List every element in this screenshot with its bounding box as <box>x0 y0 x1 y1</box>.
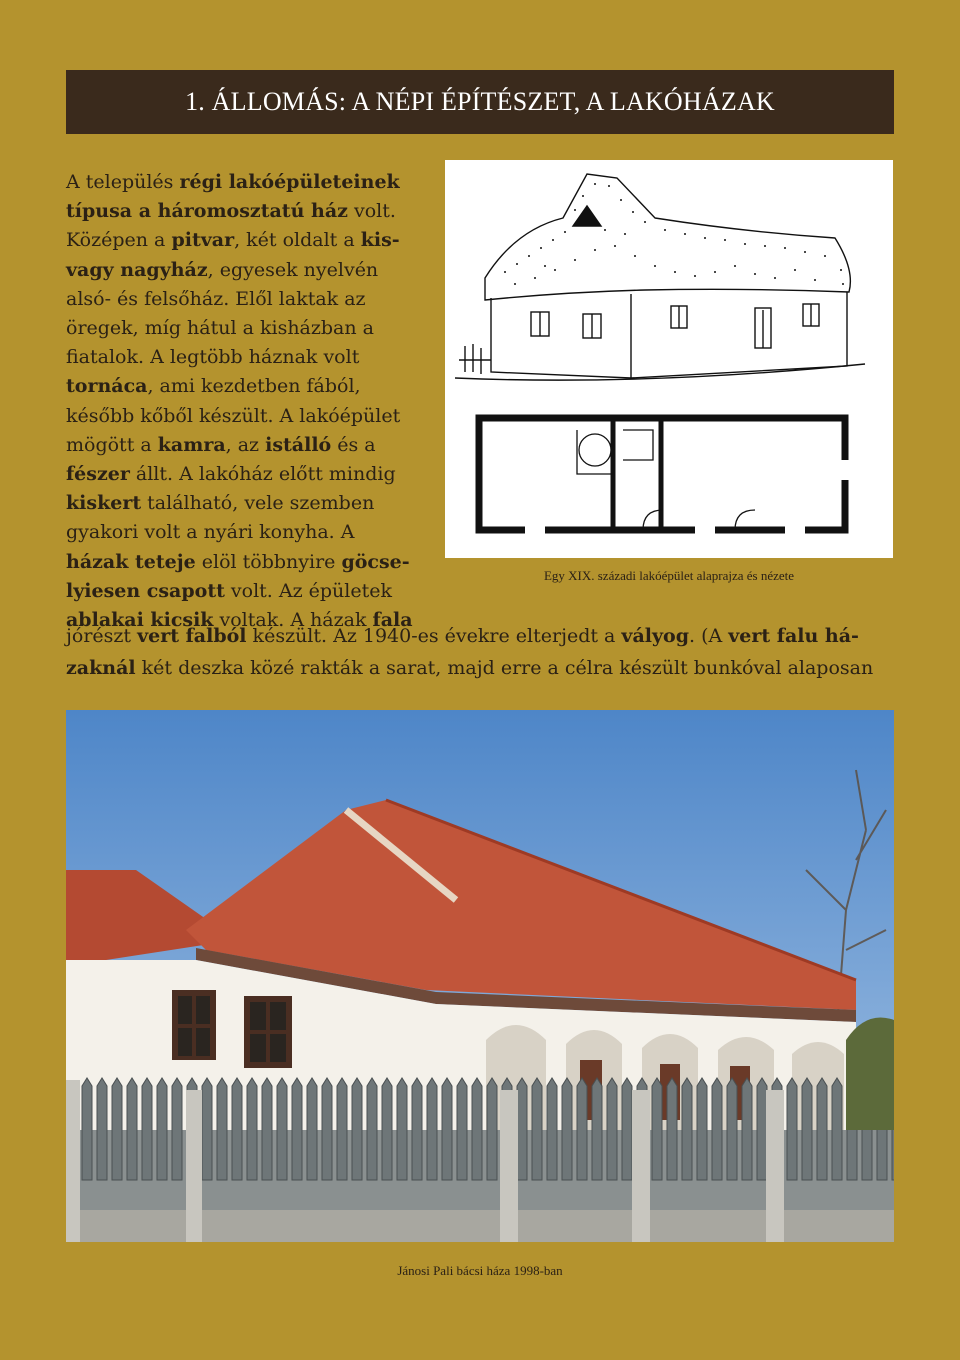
text-run: volt. Az épületek <box>224 579 393 602</box>
page-title: 1. ÁLLOMÁS: A NÉPI ÉPÍTÉSZET, A LAKÓHÁZAK <box>185 87 775 116</box>
text-run: két deszka közé rakták a sarat, majd erre a célra készült bunkóval alaposan <box>135 657 874 679</box>
bold-term: göcselyiesen csapott <box>66 550 410 602</box>
fence-picket <box>367 1078 377 1180</box>
fence-picket <box>682 1078 692 1180</box>
fence-picket <box>532 1078 542 1180</box>
fence-picket <box>322 1078 332 1180</box>
house-drawing-figure <box>445 160 893 558</box>
fence-picket <box>142 1078 152 1180</box>
bold-term: házak teteje <box>66 550 196 573</box>
text-run: , az <box>225 433 266 456</box>
fence-picket <box>202 1078 212 1180</box>
text-run: volt. Középen a <box>66 200 396 252</box>
fence-picket <box>292 1078 302 1180</box>
house-floorplan-drawing <box>479 418 851 536</box>
fence-picket <box>487 1078 497 1180</box>
fence-picket <box>577 1078 587 1180</box>
drawing-caption: Egy XIX. századi lakóépület alaprajza és nézete <box>543 568 795 583</box>
photo-caption: Jánosi Pali bácsi háza 1998-ban <box>397 1263 563 1278</box>
fence-picket <box>727 1078 737 1180</box>
fence-picket <box>667 1078 677 1180</box>
bold-term: fala <box>372 609 413 632</box>
text-run: készült. Az 1940-es évekre elterjedt a <box>246 625 622 647</box>
bold-term: tornáca <box>66 375 148 398</box>
text-run: , egyesek nyelvén alsó- és felsőház. Elől laktak az öregek, míg hátul a kisházban a fiatalok. A legtöbb háznak volt <box>66 258 379 369</box>
fence-picket <box>277 1078 287 1180</box>
house-elevation-drawing <box>455 174 865 380</box>
fence-picket <box>307 1078 317 1180</box>
house-photo-illustration <box>66 710 894 1242</box>
fence-picket <box>112 1078 122 1180</box>
fence-picket <box>472 1078 482 1180</box>
bold-term: ablakai kicsik <box>66 609 214 632</box>
fence-picket <box>652 1078 662 1180</box>
fence-picket <box>592 1078 602 1180</box>
fence-picket <box>757 1078 767 1180</box>
house-photo <box>66 710 894 1242</box>
text-run: állt. A lakóház előtt mindig <box>129 463 396 486</box>
text-run: , két oldalt a <box>234 229 361 252</box>
intro-paragraph <box>66 168 422 635</box>
fence-picket <box>712 1078 722 1180</box>
bold-term: istálló <box>265 433 332 456</box>
fence-picket <box>337 1078 347 1180</box>
text-run: , ami kezdetben fából, később kőből készült. A lakóépület mögött a <box>66 375 401 456</box>
bold-term: vályog <box>621 625 689 647</box>
fence-picket <box>517 1078 527 1180</box>
fence-picket <box>97 1078 107 1180</box>
continuation-paragraph <box>66 620 896 684</box>
fence-picket <box>232 1078 242 1180</box>
fence-picket <box>247 1078 257 1180</box>
fence-picket <box>442 1078 452 1180</box>
title-bar <box>66 70 894 134</box>
bush <box>846 1018 894 1131</box>
fence-picket <box>127 1078 137 1180</box>
bold-term: kamra <box>157 433 226 456</box>
fence-picket <box>352 1078 362 1180</box>
fence-picket <box>817 1078 827 1180</box>
fence-picket <box>832 1078 842 1180</box>
fence-picket <box>802 1078 812 1180</box>
bold-term: fészer <box>66 463 130 486</box>
fence-picket <box>742 1078 752 1180</box>
text-run: . (A <box>688 625 729 647</box>
bold-term: kiskert <box>66 492 142 515</box>
house-elevation-and-floorplan-drawing <box>445 160 893 558</box>
fence-picket <box>697 1078 707 1180</box>
fence-picket <box>412 1078 422 1180</box>
fence-picket <box>217 1078 227 1180</box>
fence-picket <box>547 1078 557 1180</box>
bold-term: pitvar <box>171 229 235 252</box>
text-run: voltak. A házak <box>213 609 373 632</box>
fence-picket <box>82 1078 92 1180</box>
bold-term: kis- vagy nagyház <box>66 229 400 281</box>
text-run: található, vele szemben gyakori volt a nyári konyha. A <box>66 492 375 544</box>
bold-term: vert falu házaknál <box>66 625 859 679</box>
fence-picket <box>172 1078 182 1180</box>
fence-picket <box>397 1078 407 1180</box>
fence-picket <box>457 1078 467 1180</box>
fence-picket <box>787 1078 797 1180</box>
fence-picket <box>427 1078 437 1180</box>
fence-picket <box>607 1078 617 1180</box>
fence-picket <box>562 1078 572 1180</box>
text-run: és a <box>331 433 376 456</box>
fence-picket <box>382 1078 392 1180</box>
fence-picket <box>262 1078 272 1180</box>
text-run: A település <box>66 171 180 193</box>
text-run: elöl többnyire <box>195 550 342 573</box>
fence-picket <box>157 1078 167 1180</box>
bold-term: régi lakóépületeinek típusa a háromosztatú ház <box>66 171 400 223</box>
fence-picket <box>622 1078 632 1180</box>
text-run: jórészt <box>66 625 138 647</box>
bold-term: vert falból <box>137 625 247 647</box>
